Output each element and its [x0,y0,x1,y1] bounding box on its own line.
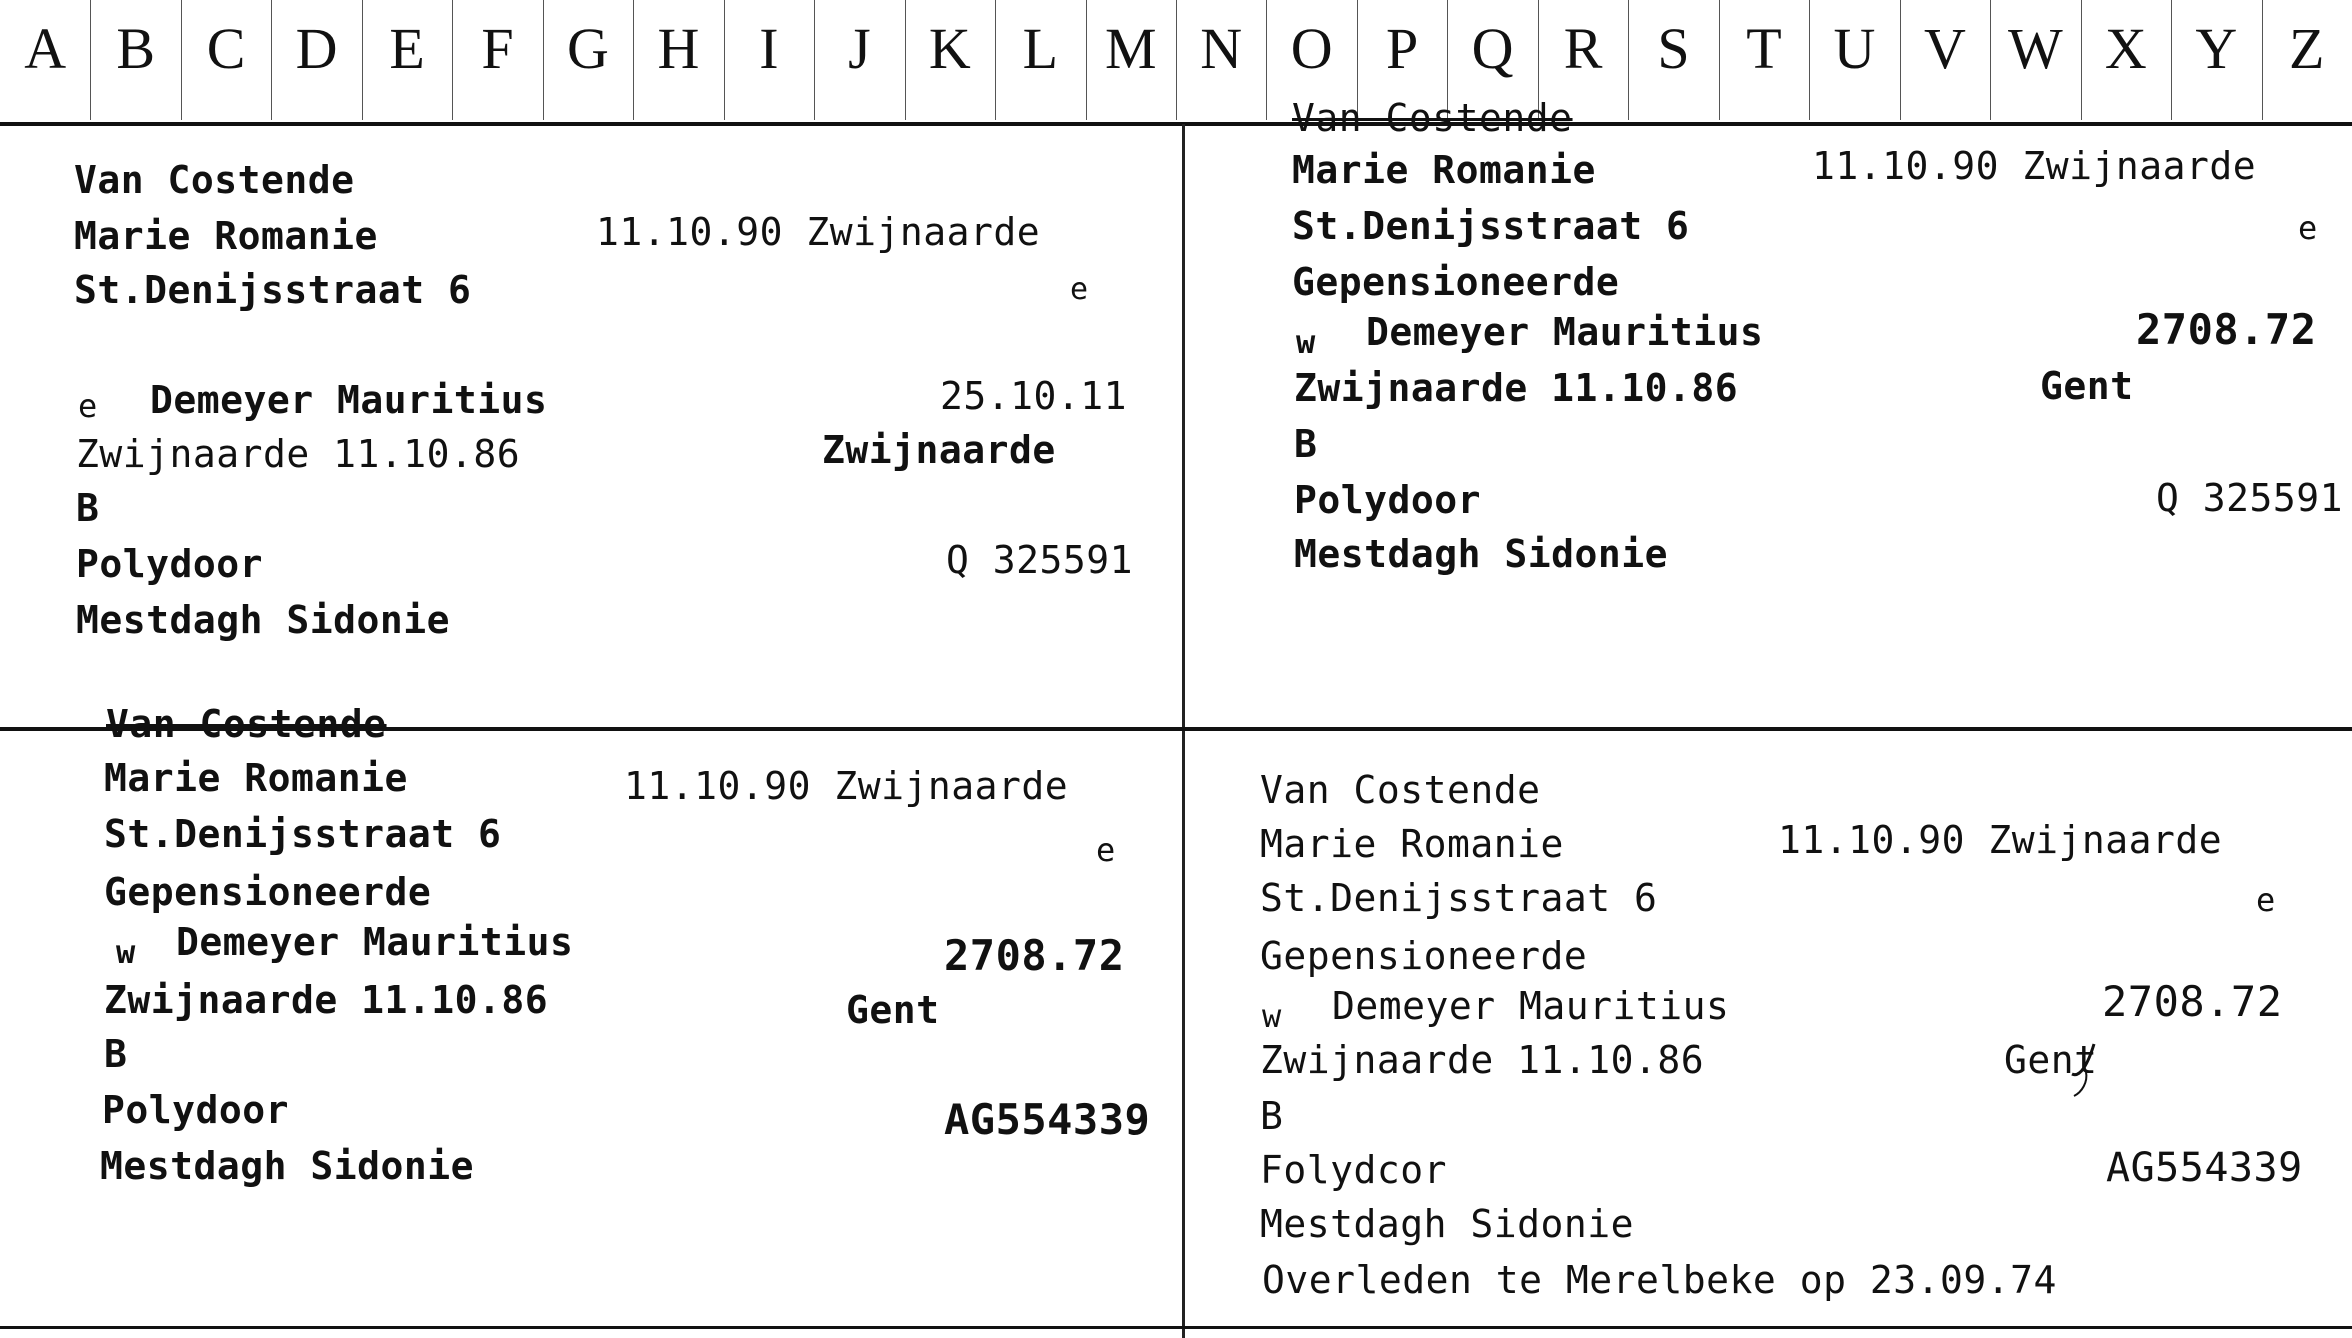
document-number: AG554339 [2106,1145,2303,1191]
ruler-letter-z: Z [2289,16,2325,81]
ruler-tick [724,0,725,120]
ruler-letter-b: B [116,16,156,81]
ruler-letter-e: E [389,16,425,81]
ruler-letter-g: G [567,16,609,81]
spouse-name: Demeyer Mauritius [1332,984,1730,1028]
ruler-tick [1086,0,1087,120]
death-info: Zwijnaarde 11.10.86 [76,432,521,476]
ruler-letter-d: D [295,16,338,81]
surname: Van Costende [1292,96,1573,140]
card-bottom-right [1186,730,2352,1326]
place: Gent [846,988,940,1032]
death-info: Zwijnaarde 11.10.86 [1294,366,1739,410]
spouse-name: Demeyer Mauritius [176,920,574,964]
ruler-tick [995,0,996,120]
mother-name: Mestdagh Sidonie [1260,1202,1635,1246]
ruler-letter-i: I [759,16,779,81]
spouse-mark: w [1296,323,1316,361]
spouse-date: 25.10.11 [940,374,1128,418]
card-bottom-left [0,700,1180,1326]
surname: Van Costende [1260,768,1541,812]
ruler-letter-v: V [1923,16,1966,81]
death-info: Zwijnaarde 11.10.86 [1260,1038,1705,1082]
ruler-letter-n: N [1200,16,1243,81]
ruler-tick [181,0,182,120]
ruler-letter-f: F [481,16,514,81]
given-names: Marie Romanie [104,756,408,800]
nationality: B [1294,422,1318,466]
civil-mark: e [2256,881,2276,919]
ruler-letter-w: W [2007,16,2063,81]
civil-mark: e [1096,831,1116,869]
ruler-letter-p: P [1386,16,1419,81]
ruler-tick [905,0,906,120]
document-type: Polydoor [76,542,264,586]
civil-mark: e [2298,209,2318,247]
mother-name: Mestdagh Sidonie [1294,532,1669,576]
document-number: AG554339 [944,1095,1151,1144]
ruler-letter-l: L [1022,16,1058,81]
ruler-tick [543,0,544,120]
document-number: Q 325591 [946,538,1134,582]
nationality: B [1260,1094,1284,1138]
spouse-name: Demeyer Mauritius [150,378,548,422]
ruler-letter-t: T [1746,16,1782,81]
document-number: Q 325591 [2156,476,2344,520]
ruler-letter-r: R [1563,16,1603,81]
ruler-letter-o: O [1290,16,1333,81]
civil-mark: e [1070,272,1089,307]
amount: 2708.72 [944,931,1125,980]
birth-info: 11.10.90 Zwijnaarde [1778,818,2223,862]
ruler-tick [271,0,272,120]
ruler-letter-x: X [2104,16,2147,81]
card-top-left [0,124,1180,724]
ruler-letter-j: J [848,16,871,81]
place: Gent [2004,1038,2098,1082]
spouse-mark: w [116,933,136,971]
ruler-tick [633,0,634,120]
ruler-letter-s: S [1657,16,1690,81]
spouse-name: Demeyer Mauritius [1366,310,1764,354]
occupation: Gepensioneerde [1292,260,1620,304]
ruler-letter-a: A [24,16,67,81]
occupation: Gepensioneerde [104,870,432,914]
bottom-edge-line [0,1326,2352,1329]
occupation: Gepensioneerde [1260,934,1588,978]
handwritten-tick-mark [2066,1034,2106,1098]
document-type: Polydoor [102,1088,290,1132]
mother-name: Mestdagh Sidonie [100,1144,475,1188]
given-names: Marie Romanie [1292,148,1596,192]
surname: Van Costende [106,702,387,746]
death-info: Zwijnaarde 11.10.86 [104,978,549,1022]
amount: 2708.72 [2136,305,2317,354]
address: St.Denijsstraat 6 [1260,876,1658,920]
birth-info: 11.10.90 Zwijnaarde [1812,144,2257,188]
address: St.Denijsstraat 6 [74,268,472,312]
ruler-letter-m: M [1104,16,1157,81]
address: St.Denijsstraat 6 [1292,204,1690,248]
center-vertical-divider [1182,124,1185,1338]
place: Gent [2040,364,2134,408]
ruler-letter-q: Q [1471,16,1514,81]
document-type: Folydcor [1260,1148,1448,1192]
ruler-tick [1176,0,1177,120]
ruler-letter-u: U [1833,16,1876,81]
spouse-mark: w [1262,997,1282,1035]
ruler-tick [452,0,453,120]
birth-info: 11.10.90 Zwijnaarde [624,764,1069,808]
ruler-tick [90,0,91,120]
ruler-tick [814,0,815,120]
death-place: Zwijnaarde [822,428,1056,472]
nationality: B [104,1032,128,1076]
mother-name: Mestdagh Sidonie [76,598,451,642]
ruler-letter-c: C [206,16,246,81]
given-names: Marie Romanie [74,214,378,258]
nationality: B [76,486,100,530]
spouse-mark: e [78,387,98,425]
document-type: Polydoor [1294,478,1482,522]
ruler-letter-y: Y [2195,16,2238,81]
ruler-letter-h: H [657,16,700,81]
amount: 2708.72 [2102,977,2283,1026]
surname: Van Costende [74,158,355,202]
card-top-right [1186,94,2352,724]
ruler-tick [362,0,363,120]
address: St.Denijsstraat 6 [104,812,502,856]
given-names: Marie Romanie [1260,822,1564,866]
birth-info: 11.10.90 Zwijnaarde [596,210,1041,254]
ruler-letter-k: K [928,16,971,81]
deceased-note: Overleden te Merelbeke op 23.09.74 [1262,1258,2057,1302]
